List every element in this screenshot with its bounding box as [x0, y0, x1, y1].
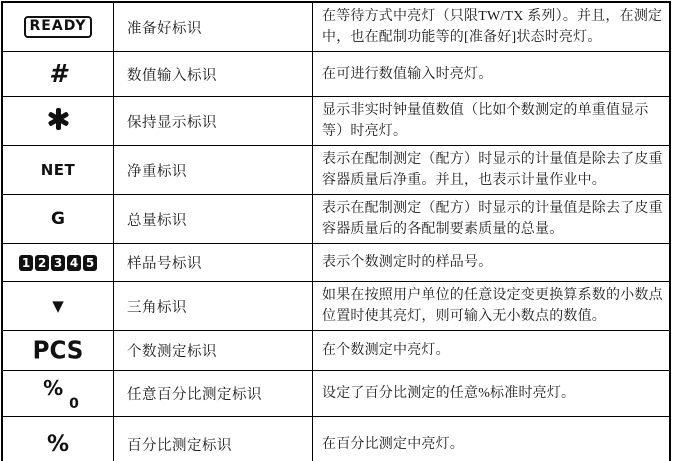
table-row: [2, 52, 670, 97]
digit-badge: 2: [35, 255, 49, 271]
indicator-description: 在百分比测定中亮灯。: [313, 417, 671, 461]
digit-badge: 4: [67, 255, 81, 271]
indicator-description: 在可进行数值输入时亮灯。: [313, 52, 671, 97]
indicator-symbol-cell: [2, 331, 114, 371]
indicator-description: 表示在配制测定（配方）时显示的计量值是除去了皮重容器质量后净重。并且，也表示计量作业中。: [313, 146, 671, 195]
indicator-label: 数值输入标识: [114, 52, 313, 97]
table-row: [2, 195, 670, 244]
hash-indicator-icon: #: [49, 59, 67, 88]
digit-badge: 3: [51, 255, 65, 271]
indicator-symbol-cell: [2, 371, 114, 417]
percent-indicator-icon: %: [46, 431, 70, 457]
indicator-table: [1, 1, 671, 461]
indicator-symbol-cell: [2, 282, 114, 331]
indicator-description: 表示在配制测定（配方）时显示的计量值是除去了皮重容器质量后的各配制要素质量的总量。: [313, 195, 671, 244]
gross-indicator-icon: G: [51, 209, 65, 229]
indicator-description: 在等待方式中亮灯（只限TW/TX 系列）。并且，在测定中，也在配制功能等的[准备好]状态时亮灯。: [313, 2, 671, 52]
table-row: [2, 282, 670, 331]
percent-sign: %: [43, 375, 64, 400]
table-row: [2, 371, 670, 417]
indicator-symbol-cell: [2, 52, 114, 97]
indicator-symbol-cell: [2, 146, 114, 195]
indicator-symbol-cell: [2, 97, 114, 146]
triangle-indicator-icon: ▼: [52, 296, 64, 315]
table-row: [2, 417, 670, 461]
indicator-label: 保持显示标识: [114, 97, 313, 146]
indicator-label: 个数测定标识: [114, 331, 313, 371]
indicator-label: 任意百分比测定标识: [114, 371, 313, 417]
percent-zero-indicator-icon: [43, 375, 79, 412]
indicator-symbol-cell: [2, 195, 114, 244]
table-row: [2, 2, 670, 52]
net-indicator-icon: NET: [40, 160, 76, 179]
indicator-label: 总量标识: [114, 195, 313, 244]
sample-digits-indicator-icon: [18, 254, 98, 272]
table-row: [2, 244, 670, 282]
pcs-indicator-icon: PCS: [32, 336, 84, 365]
indicator-symbol-cell: [2, 417, 114, 461]
indicator-description: 显示非实时钟量值数值（比如个数测定的单重值显示等）时亮灯。: [313, 97, 671, 146]
indicator-label: 百分比测定标识: [114, 417, 313, 461]
indicator-symbol-cell: [2, 244, 114, 282]
indicator-description: 设定了百分比测定的任意%标准时亮灯。: [313, 371, 671, 417]
ready-indicator-icon: READY: [24, 16, 93, 38]
indicator-label: 准备好标识: [114, 2, 313, 52]
indicator-label: 净重标识: [114, 146, 313, 195]
indicator-description: 表示个数测定时的样品号。: [313, 244, 671, 282]
table-row: [2, 331, 670, 371]
indicator-table-body: [2, 2, 670, 461]
indicator-label: 样品号标识: [114, 244, 313, 282]
table-row: [2, 146, 670, 195]
table-row: [2, 97, 670, 146]
digit-badge: 1: [19, 255, 33, 271]
zero-subscript: 0: [69, 395, 79, 412]
digit-badge: 5: [83, 255, 97, 271]
asterisk-indicator-icon: [46, 107, 70, 131]
indicator-description: 如果在按照用户单位的任意设定变更换算系数的小数点位置时使其亮灯，则可输入无小数点的数值。: [313, 282, 671, 331]
indicator-description: 在个数测定中亮灯。: [313, 331, 671, 371]
indicator-label: 三角标识: [114, 282, 313, 331]
indicator-symbol-cell: [2, 2, 114, 52]
